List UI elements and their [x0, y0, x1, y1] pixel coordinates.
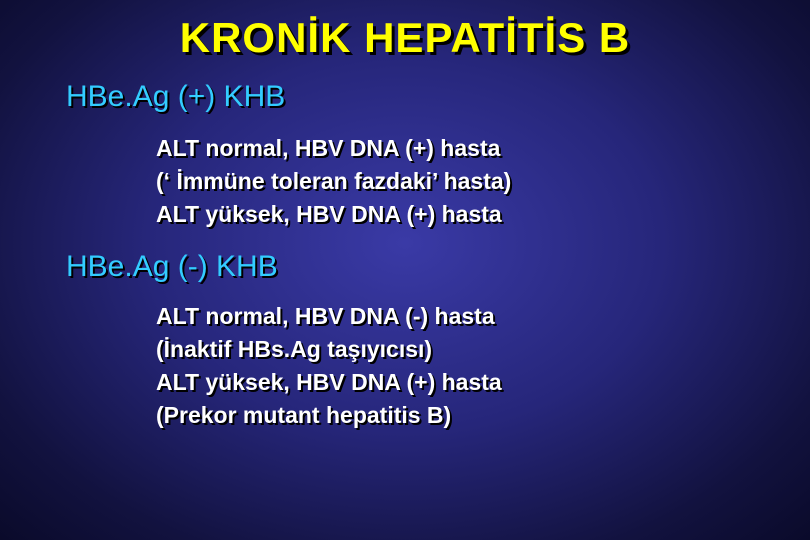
section-2-line-3: ALT yüksek, HBV DNA (+) hasta	[156, 369, 502, 395]
section-1-line-2: (‘ İmmüne toleran fazdaki’ hasta)	[156, 168, 512, 194]
slide-title: KRONİK HEPATİTİS B	[179, 14, 631, 61]
section-2-line-2: (İnaktif HBs.Ag taşıyıcısı)	[156, 336, 433, 362]
section-heading-hbeag-negative: HBe.Ag (-) KHB	[66, 250, 278, 283]
section-1-line-3: ALT yüksek, HBV DNA (+) hasta	[156, 201, 502, 227]
section-2-line-1: ALT normal, HBV DNA (-) hasta	[156, 303, 495, 329]
section-heading-hbeag-positive: HBe.Ag (+) KHB	[66, 80, 286, 113]
section-1-line-1: ALT normal, HBV DNA (+) hasta	[156, 135, 501, 161]
section-2-line-4: (Prekor mutant hepatitis B)	[156, 402, 452, 428]
